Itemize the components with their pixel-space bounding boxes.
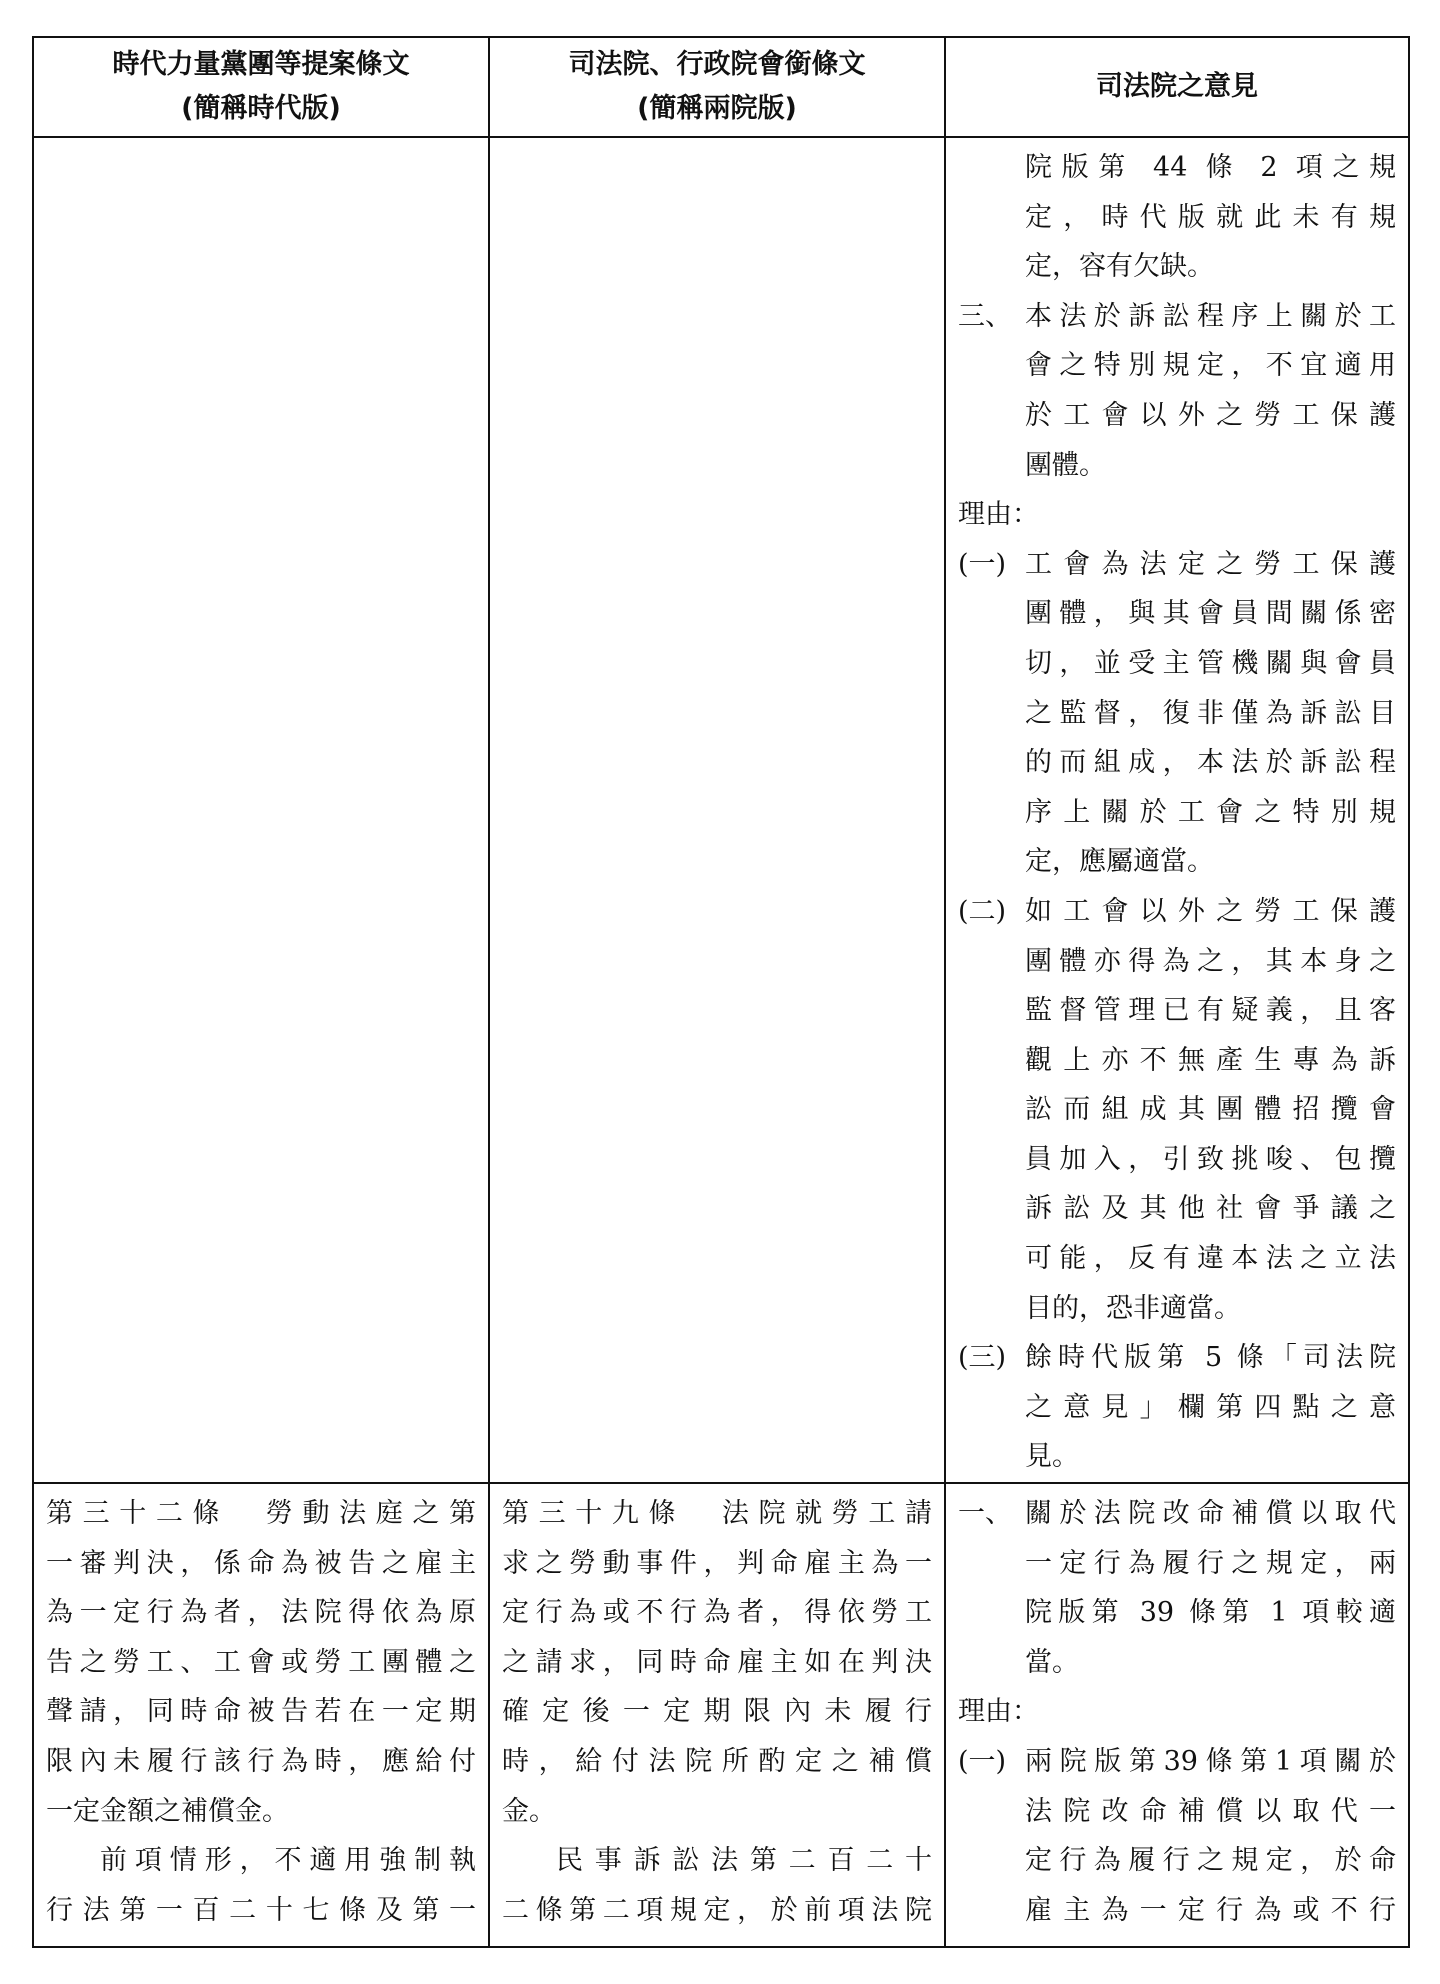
text-line: 時，給付法院所酌定之補償 <box>502 1746 932 1777</box>
reason-item-3 <box>958 1333 1396 1482</box>
col2-header-subtitle: (簡稱兩院版) <box>637 93 797 124</box>
reason-item-1 <box>958 540 1396 887</box>
text-line: 切，並受主管機關與會員 <box>1025 647 1396 679</box>
text-line: 第三十九條 法院就勞工請 <box>502 1498 932 1530</box>
text-line: 確定後一定期限內未履行 <box>502 1696 932 1728</box>
text-line: 之監督，復非僅為訴訟目 <box>1025 697 1396 729</box>
text-line: 之請求，同時命雇主如在判決 <box>502 1646 932 1678</box>
comparison-table <box>32 36 1410 1948</box>
text-line: 聲請，同時命被告若在一定期 <box>46 1696 476 1728</box>
table-row <box>33 137 1409 1483</box>
text-line: 金。 <box>502 1795 556 1827</box>
text-line: 一審判決，係命為被告之雇主 <box>46 1547 476 1579</box>
text-line: 一定行為履行之規定，兩 <box>1025 1547 1396 1579</box>
text-line: 一定金額之補償金。 <box>46 1795 289 1827</box>
text-line: 行法第一百二十七條及第一 <box>46 1894 476 1926</box>
opinion-point-3 <box>958 292 1396 490</box>
row1-col1-empty-cell <box>33 137 489 1483</box>
col2-header <box>489 37 945 137</box>
item-marker: (一) <box>958 548 1007 580</box>
text-line: 團體，與其會員間關係密 <box>1025 598 1396 630</box>
item-marker: (二) <box>958 895 1007 927</box>
reason-label: 理由： <box>958 499 1039 531</box>
item-marker: (三) <box>958 1342 1007 1374</box>
text-line: 前項情形，不適用強制執 <box>100 1845 476 1877</box>
text-line: 院版第 39 條第 1 項較適 <box>1025 1597 1396 1629</box>
text-line: 定，時代版就此未有規 <box>1025 201 1396 233</box>
text-line: 本法於訴訟程序上關於工 <box>1025 300 1396 332</box>
table-row <box>33 1483 1409 1947</box>
point-marker: 一、 <box>958 1498 1012 1530</box>
col1-header-title: 時代力量黨團等提案條文 <box>112 49 410 80</box>
text-line: 於工會以外之勞工保護 <box>1025 399 1396 431</box>
point-marker: 三、 <box>958 300 1012 332</box>
text-line: 會之特別規定，不宜適用 <box>1025 350 1396 382</box>
text-line: 關於法院改命補償以取代 <box>1025 1498 1396 1530</box>
text-line: 之意見」欄第四點之意 <box>1025 1391 1396 1423</box>
row2-col2-article-cell <box>489 1483 945 1947</box>
text-line: 雇主為一定行為或不行 <box>1025 1894 1396 1926</box>
text-line: 兩院版第39條第1項關於 <box>1025 1746 1396 1777</box>
text-line: 定行為履行之規定，於命 <box>1025 1845 1396 1877</box>
reason-label: 理由： <box>958 1696 1039 1728</box>
text-line: 定，容有欠缺。 <box>1025 251 1214 283</box>
text-line: 訴訟及其他社會爭議之 <box>1025 1193 1396 1225</box>
text-line: 定行為或不行為者，得依勞工 <box>502 1597 932 1629</box>
text-line: 訟而組成其團體招攬會 <box>1025 1094 1396 1126</box>
item-marker: (一) <box>958 1746 1007 1777</box>
text-line: 餘時代版第 5 條「司法院 <box>1025 1342 1396 1374</box>
text-line: 定，應屬適當。 <box>1025 846 1214 878</box>
text-line: 民事訴訟法第二百二十 <box>556 1845 932 1877</box>
col3-header <box>945 37 1409 137</box>
text-line: 見。 <box>1025 1441 1079 1473</box>
reason-item-2 <box>958 887 1396 1333</box>
row2-col1-article-cell <box>33 1483 489 1947</box>
text-line: 法院改命補償以取代一 <box>1025 1795 1396 1827</box>
text-line: 團體亦得為之，其本身之 <box>1025 945 1396 977</box>
text-line: 當。 <box>1025 1646 1079 1678</box>
text-line: 求之勞動事件，判命雇主為一 <box>502 1547 932 1579</box>
row1-col3-opinion-cell <box>945 137 1409 1483</box>
text-line: 員加入，引致挑唆、包攬 <box>1025 1143 1396 1175</box>
col2-header-title: 司法院、行政院會銜條文 <box>568 49 866 80</box>
text-line: 工會為法定之勞工保護 <box>1025 548 1396 580</box>
row1-col2-empty-cell <box>489 137 945 1483</box>
col3-header-title: 司法院之意見 <box>1096 71 1258 102</box>
text-line: 可能，反有違本法之立法 <box>1025 1243 1396 1275</box>
text-line: 監督管理已有疑義，且客 <box>1025 995 1396 1027</box>
text-line: 限內未履行該行為時，應給付 <box>46 1746 476 1777</box>
table-header-row <box>33 37 1409 137</box>
col1-header-subtitle: (簡稱時代版) <box>181 93 341 124</box>
text-line: 觀上亦不無產生專為訴 <box>1025 1044 1396 1076</box>
text-line: 院版第 44 條 2 項之規 <box>1025 152 1396 183</box>
text-line: 第三十二條 勞動法庭之第 <box>46 1498 476 1530</box>
reason-item-1 <box>958 1737 1396 1935</box>
text-line: 序上關於工會之特別規 <box>1025 796 1396 828</box>
text-line: 如工會以外之勞工保護 <box>1025 895 1396 927</box>
continued-text <box>958 143 1396 292</box>
col1-header <box>33 37 489 137</box>
text-line: 的而組成，本法於訴訟程 <box>1025 747 1396 779</box>
row2-col3-opinion-cell <box>945 1483 1409 1947</box>
opinion-point-1 <box>958 1489 1396 1687</box>
text-line: 告之勞工、工會或勞工團體之 <box>46 1646 476 1678</box>
text-line: 為一定行為者，法院得依為原 <box>46 1597 476 1629</box>
text-line: 團體。 <box>1025 449 1106 481</box>
text-line: 目的，恐非適當。 <box>1025 1292 1241 1324</box>
text-line: 二條第二項規定，於前項法院 <box>502 1894 932 1926</box>
